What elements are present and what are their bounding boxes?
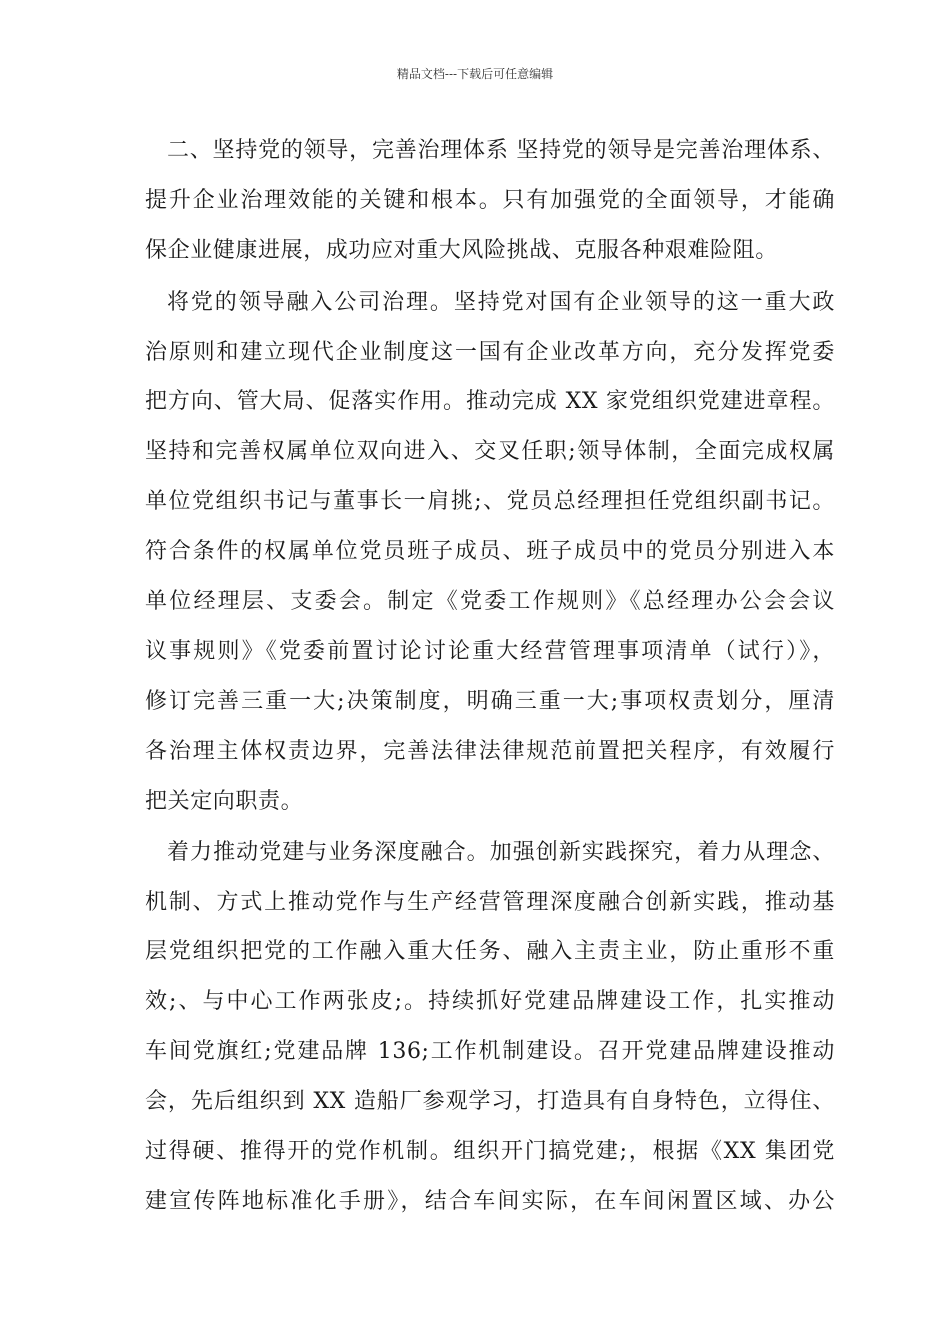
paragraph-2-line-4: 坚持和完善权属单位双向进入、交叉任职;领导体制，全面完成权属 xyxy=(145,439,835,464)
paragraph-3-line-2: 机制、方式上推动党作与生产经营管理深度融合创新实践，推动基 xyxy=(145,890,835,915)
paragraph-2-line-3: 把方向、管大局、促落实作用。推动完成 XX 家党组织党建进章程。 xyxy=(145,389,835,414)
paragraph-2-line-1: 将党的领导融入公司治理。坚持党对国有企业领导的这一重大政 xyxy=(167,290,835,315)
paragraph-3-line-6: 会，先后组织到 XX 造船厂参观学习，打造具有自身特色，立得住、 xyxy=(145,1089,835,1114)
paragraph-2-line-10: 各治理主体权责边界，完善法律法律规范前置把关程序，有效履行 xyxy=(145,739,835,764)
paragraph-2-line-5: 单位党组织书记与董事长一肩挑;、党员总经理担任党组织副书记。 xyxy=(145,489,835,514)
paragraph-3-line-5: 车间党旗红;党建品牌 136;工作机制建设。召开党建品牌建设推动 xyxy=(145,1039,835,1064)
paragraph-2-line-6: 符合条件的权属单位党员班子成员、班子成员中的党员分别进入本 xyxy=(145,539,835,564)
paragraph-1-line-1: 二、坚持党的领导，完善治理体系 坚持党的领导是完善治理体系、 xyxy=(167,138,835,163)
paragraph-3-line-3: 层党组织把党的工作融入重大任务、融入主责主业，防止重形不重 xyxy=(145,939,835,964)
paragraph-2-line-11: 把关定向职责。 xyxy=(145,789,304,814)
paragraph-1-line-2: 提升企业治理效能的关键和根本。只有加强党的全面领导，才能确 xyxy=(145,188,835,213)
paragraph-2-line-7: 单位经理层、支委会。制定《党委工作规则》《总经理办公会会议 xyxy=(145,589,835,614)
paragraph-2-line-2: 治原则和建立现代企业制度这一国有企业改革方向，充分发挥党委 xyxy=(145,340,835,365)
page-header: 精品文档---下载后可任意编辑 xyxy=(396,67,554,81)
paragraph-3-line-8: 建宣传阵地标准化手册》，结合车间实际，在车间闲置区域、办公 xyxy=(145,1189,835,1214)
paragraph-2-line-8: 议事规则》《党委前置讨论讨论重大经营管理事项清单（试行）》， xyxy=(145,639,835,664)
paragraph-2-line-9: 修订完善三重一大;决策制度，明确三重一大;事项权责划分，厘清 xyxy=(145,689,835,714)
paragraph-3-line-4: 效;、与中心工作两张皮;。持续抓好党建品牌建设工作，扎实推动 xyxy=(145,989,835,1014)
paragraph-3-line-1: 着力推动党建与业务深度融合。加强创新实践探究，着力从理念、 xyxy=(167,840,835,865)
paragraph-1-line-3: 保企业健康进展，成功应对重大风险挑战、克服各种艰难险阻。 xyxy=(145,238,778,263)
paragraph-3-line-7: 过得硬、推得开的党作机制。组织开门搞党建;，根据《XX 集团党 xyxy=(145,1139,835,1164)
